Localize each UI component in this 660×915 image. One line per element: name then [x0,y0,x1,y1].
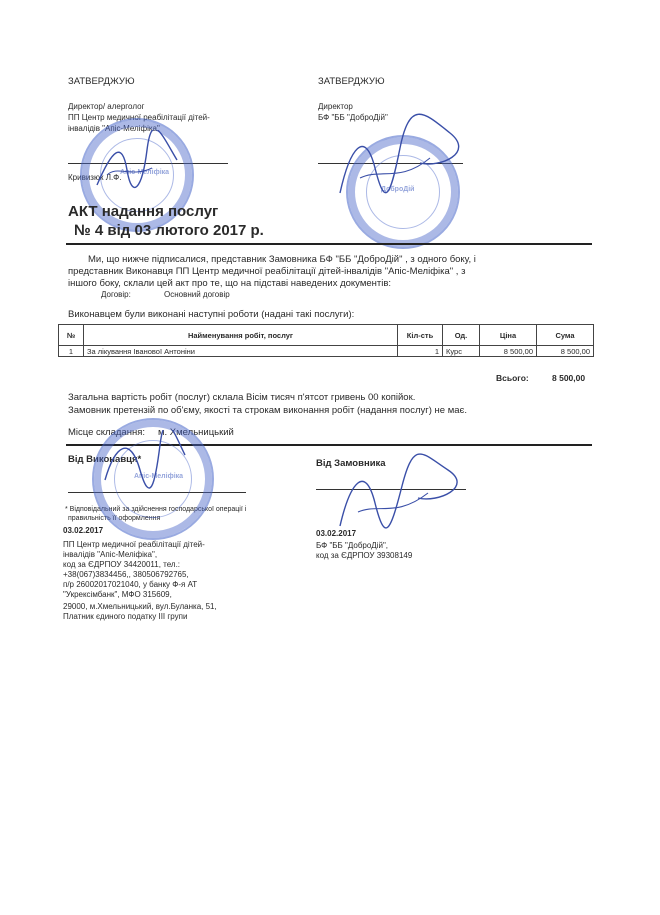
contract-value: Основний договір [164,290,230,299]
col-header-price: Ціна [480,325,537,346]
signature-executor-top [92,130,182,200]
services-table [58,324,594,357]
intro-line2: представник Виконавця ПП Центр медичної реабілітації дітей-інвалідів "Апіс-Меліфіка" , з [68,266,466,277]
executor-date: 03.02.2017 [63,526,104,535]
seal-stamp-executor-top: Апіс-Меліфіка [80,118,194,232]
signature-customer-top [330,108,470,208]
summary-line1: Загальна вартість робіт (послуг) склала Вісім тисяч п'ятсот гривень 00 копійок. [68,392,416,403]
intro-line3: іншого боку, склали цей акт про те, що на підставі наведених документів: [68,278,392,289]
cell-name: За лікування Іванової Антоніни [84,346,398,357]
approve-left-line1: Директор/ алерголог [68,102,145,111]
executor-line: 29000, м.Хмельницький, вул.Буланка, 51, [63,602,217,611]
executor-line: інвалідів "Апіс-Меліфіка", [63,550,158,559]
act-subtitle: № 4 від 03 лютого 2017 р. [74,222,264,239]
cell-sum: 8 500,00 [537,346,594,357]
executor-note2: правильність її оформлення [68,515,161,522]
customer-heading: Від Замовника [316,458,386,469]
seal-stamp-executor-bottom: Апіс-Меліфіка [92,418,214,540]
works-done-text: Виконавцем були виконані наступні роботи (надані такі послуги): [68,309,355,320]
place-value: м. Хмельницький [158,427,234,438]
approve-right-line2: БФ "ББ "ДоброДій" [318,113,388,122]
executor-note1: * Відповідальний за здійснення господарської операції і [65,506,247,513]
summary-line2: Замовник претензій по об'єму, якості та строкам виконання робіт (надання послуг) не має. [68,405,467,416]
customer-date: 03.02.2017 [316,529,357,538]
col-header-qty: Кіл-сть [398,325,443,346]
signature-customer-bottom [330,448,460,538]
executor-heading: Від Виконавця* [68,454,142,465]
executor-line: "Укрексімбанк", МФО 315609, [63,590,172,599]
cell-unit: Курс [443,346,480,357]
approve-left-name: Кривизюк Л.Ф. [68,173,122,182]
col-header-number: № [59,325,84,346]
customer-line: код за ЄДРПОУ 39308149 [316,551,413,560]
table-header-row [59,325,594,346]
customer-line: БФ "ББ "ДоброДій", [316,541,389,550]
executor-line: Платник єдиного податку ІІІ групи [63,612,188,621]
col-header-sum: Сума [537,325,594,346]
approve-left-heading: ЗАТВЕРДЖУЮ [68,76,135,87]
col-header-name: Найменування робіт, послуг [84,325,398,346]
executor-line: п/р 26002017021040, у банку Ф-я АТ [63,580,198,589]
intro-line1: Ми, що нижче підписалися, представник Замовника БФ "ББ "ДоброДій" , з одного боку, і [88,254,476,265]
contract-label: Договір: [101,290,131,299]
cell-number: 1 [59,346,84,357]
seal-stamp-customer-top: ДоброДій [346,135,460,249]
executor-line: ПП Центр медичної реабілітації дітей- [63,540,205,549]
cell-price: 8 500,00 [480,346,537,357]
executor-line: +38(067)3834456,, 380506792765, [63,570,189,579]
act-title: АКТ надання послуг [68,203,219,220]
approve-left-line3: інвалідів "Апіс-Меліфіка" [68,124,160,133]
executor-line: код за ЄДРПОУ 34420011, тел.: [63,560,181,569]
col-header-unit: Од. [443,325,480,346]
total-label: Всього: [496,373,529,383]
cell-qty: 1 [398,346,443,357]
place-label: Місце складання: [68,427,145,438]
table-row [59,346,594,357]
approve-left-line2: ПП Центр медичної реабілітації дітей- [68,113,210,122]
title-underline [66,243,592,245]
signature-executor-bottom [100,430,190,490]
approve-right-heading: ЗАТВЕРДЖУЮ [318,76,385,87]
total-value: 8 500,00 [552,373,586,383]
approve-right-line1: Директор [318,102,353,111]
